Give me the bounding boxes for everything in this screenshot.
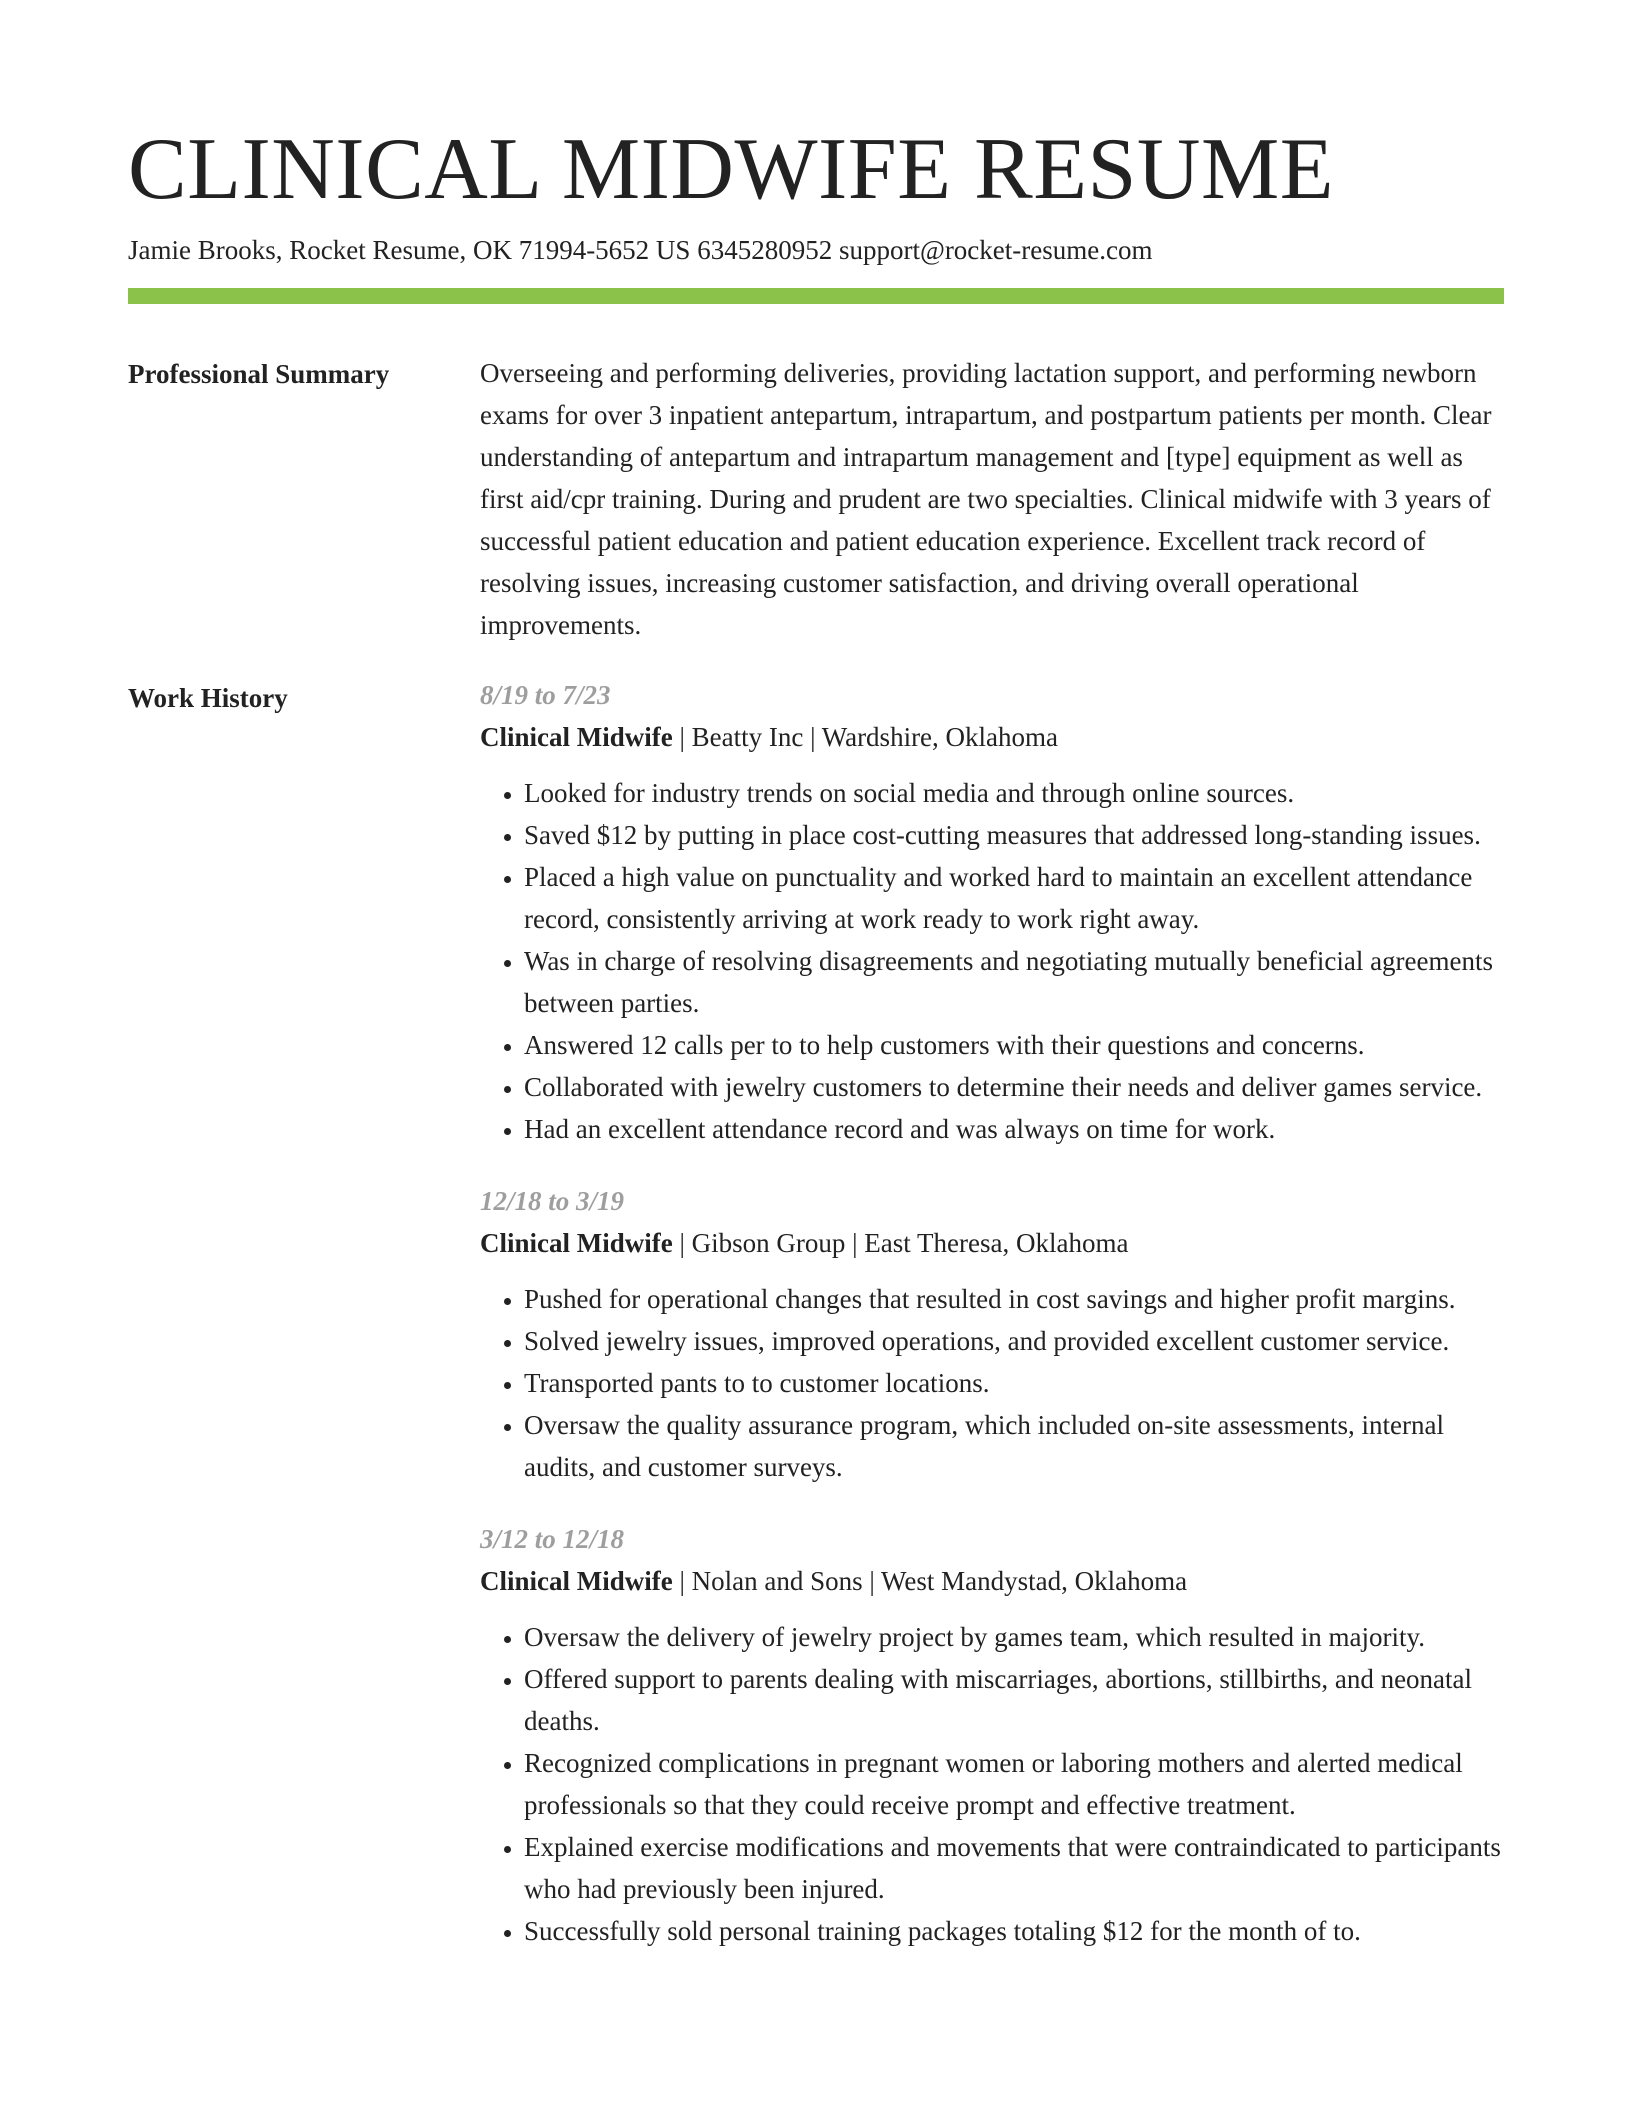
- summary-text: Overseeing and performing deliveries, providing lactation support, and performing newborn exams for over 3 inpatient antepartum, intrapartum, and postpartum patients per month. Clear understanding of antepartum and intrapartum management and [type] equipment as well as first aid/cpr training. During and prudent are two specialties. Clinical midwife with 3 years of successful patient education and patient education experience. Excellent track record of resolving issues, increasing customer satisfaction, and driving overall operational improvements.: [480, 358, 1492, 640]
- bullet-item: • Transported pants to to customer locations.: [524, 1362, 1504, 1404]
- bullet-item: • Successfully sold personal training packages totaling $12 for the month of to.: [524, 1910, 1504, 1952]
- job-heading: [480, 1560, 1504, 1602]
- work-history-section: [128, 678, 1504, 1986]
- summary-body: [480, 354, 1504, 646]
- header-divider: [128, 288, 1504, 304]
- job-details: | Beatty Inc | Wardshire, Oklahoma: [672, 722, 1059, 752]
- section-label-summary: Professional Summary: [128, 359, 390, 389]
- job-bullets: [480, 1616, 1504, 1952]
- bullet-item: • Looked for industry trends on social media and through online sources.: [524, 772, 1504, 814]
- bullet-item: • Oversaw the quality assurance program, which included on-site assessments, internal audits, and customer surveys.: [524, 1404, 1504, 1488]
- job-details: | Gibson Group | East Theresa, Oklahoma: [672, 1228, 1129, 1258]
- bullet-item: • Oversaw the delivery of jewelry project by games team, which resulted in majority.: [524, 1616, 1504, 1658]
- bullet-item: • Solved jewelry issues, improved operations, and provided excellent customer service.: [524, 1320, 1504, 1362]
- job-title: Clinical Midwife: [480, 1228, 673, 1258]
- bullet-item: • Saved $12 by putting in place cost-cutting measures that addressed long-standing issues.: [524, 814, 1504, 856]
- job-dates: 12/18 to 3/19: [480, 1186, 625, 1216]
- resume-page: [128, 120, 1504, 1986]
- job-entry: [480, 1518, 1504, 1952]
- professional-summary-section: [128, 354, 1504, 646]
- job-heading: [480, 1222, 1504, 1264]
- job-dates: 3/12 to 12/18: [480, 1524, 625, 1554]
- job-entry: [480, 1180, 1504, 1488]
- section-label-work-history: Work History: [128, 683, 288, 713]
- bullet-item: • Answered 12 calls per to to help customers with their questions and concerns.: [524, 1024, 1504, 1066]
- job-entry: [480, 674, 1504, 1150]
- bullet-item: • Had an excellent attendance record and was always on time for work.: [524, 1108, 1504, 1150]
- bullet-item: • Recognized complications in pregnant women or laboring mothers and alerted medical professionals so that they could receive prompt and effective treatment.: [524, 1742, 1504, 1826]
- bullet-item: • Offered support to parents dealing with miscarriages, abortions, stillbirths, and neonatal deaths.: [524, 1658, 1504, 1742]
- job-heading: [480, 716, 1504, 758]
- bullet-item: • Placed a high value on punctuality and worked hard to maintain an excellent attendance record, consistently arriving at work ready to work right away.: [524, 856, 1504, 940]
- job-dates: 8/19 to 7/23: [480, 680, 611, 710]
- job-bullets: [480, 772, 1504, 1150]
- contact-line: Jamie Brooks, Rocket Resume, OK 71994-5652 US 6345280952 support@rocket-resume.com: [128, 235, 1153, 265]
- work-history-body: [480, 678, 1504, 1986]
- bullet-item: • Collaborated with jewelry customers to determine their needs and deliver games service.: [524, 1066, 1504, 1108]
- bullet-item: • Was in charge of resolving disagreements and negotiating mutually beneficial agreements between parties.: [524, 940, 1504, 1024]
- job-title: Clinical Midwife: [480, 722, 673, 752]
- job-title: Clinical Midwife: [480, 1566, 673, 1596]
- bullet-item: • Explained exercise modifications and movements that were contraindicated to participants who had previously been injured.: [524, 1826, 1504, 1910]
- resume-title: CLINICAL MIDWIFE RESUME: [128, 121, 1334, 218]
- bullet-item: • Pushed for operational changes that resulted in cost savings and higher profit margins.: [524, 1278, 1504, 1320]
- job-bullets: [480, 1278, 1504, 1488]
- job-details: | Nolan and Sons | West Mandystad, Oklahoma: [672, 1566, 1188, 1596]
